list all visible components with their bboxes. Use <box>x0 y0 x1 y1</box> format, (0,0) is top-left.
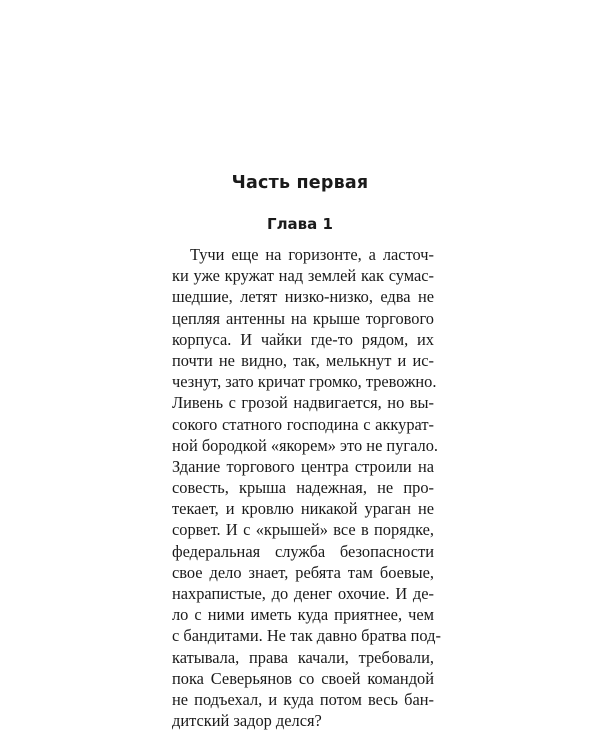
text-line: сорвет. И с «крышей» все в порядке, <box>172 520 434 540</box>
part-title: Часть первая <box>231 173 369 193</box>
text-line: дитский задор делся? <box>172 711 322 731</box>
text-line: корпуса. И чайки где-то рядом, их <box>172 329 434 349</box>
text-line: Здание торгового центра строили на <box>172 456 434 476</box>
text-line: ло с ними иметь куда приятнее, чем <box>172 605 434 625</box>
text-line: Тучи еще на горизонте, а ласточ- <box>190 245 434 264</box>
text-line: не подъехал, и куда потом весь бан- <box>172 689 434 709</box>
chapter-title: Глава 1 <box>267 215 333 233</box>
text-line: ной бородкой «якорем» это не пугало. <box>172 435 439 455</box>
text-line: текает, и кровлю никакой ураган не <box>172 499 434 519</box>
text-line: нахрапистые, до денег охочие. И де- <box>172 584 434 603</box>
text-line: цепляя антенны на крыше торгового <box>172 308 434 328</box>
text-line: пока Северьянов со своей командой <box>172 668 434 688</box>
text-line: федеральная служба безопасности <box>172 541 434 561</box>
text-line: чезнут, зато кричат громко, тревожно. <box>172 372 437 392</box>
chapter-paragraph <box>172 244 441 731</box>
text-line: шедшие, летят низко-низко, едва не <box>172 287 434 307</box>
text-line: с бандитами. Не так давно братва под- <box>172 626 441 646</box>
text-line: ки уже кружат над землей как сумас- <box>172 266 434 286</box>
text-line: сокого статного господина с аккурат- <box>172 414 434 434</box>
text-line: Ливень с грозой надвигается, но вы- <box>172 393 434 413</box>
text-line: свое дело знает, ребята там боевые, <box>172 562 434 582</box>
text-line: почти не видно, так, мелькнут и ис- <box>172 350 434 370</box>
text-line: совесть, крыша надежная, не про- <box>172 478 434 498</box>
text-line: катывала, права качали, требовали, <box>172 647 434 667</box>
